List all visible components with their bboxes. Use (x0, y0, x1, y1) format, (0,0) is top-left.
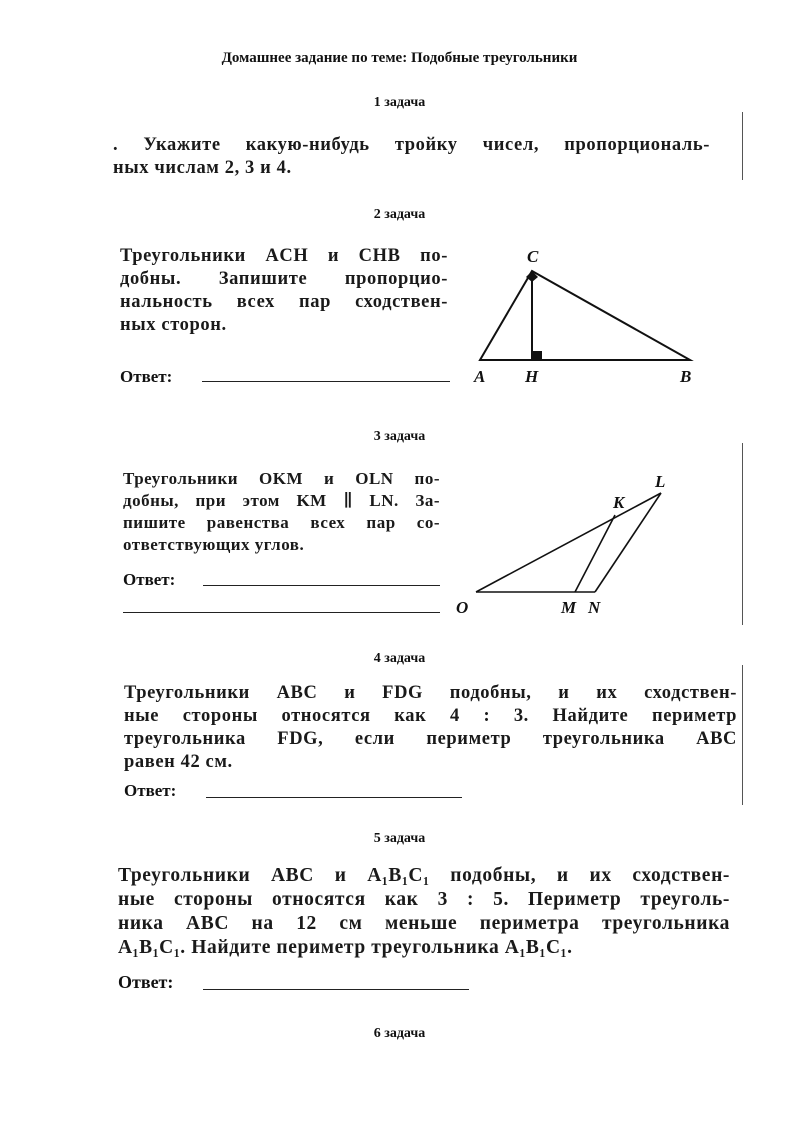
task-3-answer-line-2[interactable] (123, 612, 440, 613)
label-c: C (527, 247, 539, 266)
task-4-line-2: ные стороны относятся как 4 : 3. Найдите периметр (124, 706, 737, 726)
task-2-answer-label: Ответ: (120, 367, 173, 386)
label-a: A (474, 367, 486, 386)
task-4-line-4: равен 42 см. (124, 752, 233, 772)
side-ol (476, 493, 661, 592)
label-b: B (680, 367, 692, 386)
segment-ln (595, 493, 661, 592)
task-5-answer-label: Ответ: (118, 972, 174, 992)
task-2-header: 2 задача (373, 207, 426, 222)
task-2-figure (460, 240, 710, 410)
page-title: Домашнее задание по теме: Подобные треугольники (221, 50, 578, 66)
label-l: L (655, 472, 666, 491)
task-4-line-1: Треугольники ABC и FDG подобны, и их сходствен- (124, 683, 737, 703)
margin-line (742, 443, 743, 625)
task-2-line-3: нальность всех пар сходствен- (120, 292, 448, 312)
label-m: M (561, 598, 577, 617)
task-3-header: 3 задача (373, 429, 426, 444)
task-2-answer-line[interactable] (202, 381, 450, 382)
segment-km (575, 515, 615, 592)
task-2-line-4: ных сторон. (120, 315, 227, 335)
label-k: K (613, 493, 625, 512)
task-3-text (123, 468, 440, 556)
task-2-line-1: Треугольники ACH и CHB по- (120, 246, 448, 266)
task-6-header: 6 задача (373, 1026, 426, 1041)
task-5-header: 5 задача (373, 831, 426, 846)
label-h: H (525, 367, 539, 386)
task-4-answer-line[interactable] (206, 797, 462, 798)
task-1-line-1: . Укажите какую-нибудь тройку чисел, пропорциональ- (113, 135, 710, 155)
task-3-answer-label: Ответ: (123, 570, 176, 589)
task-5-line-3: ника ABC на 12 см меньше периметра треугольника (118, 913, 730, 934)
task-4-line-3: треугольника FDG, если периметр треугольника ABC (124, 729, 737, 749)
task-3-line-3: пишите равенства всех пар со- (123, 513, 440, 532)
task-1-text (113, 134, 710, 180)
task-5-line-2: ные стороны относятся как 3 : 5. Периметр треуголь- (118, 889, 730, 910)
task-5-answer-line[interactable] (203, 989, 469, 990)
task-5-line-4: A₁B₁C₁. Найдите периметр треугольника A₁B₁C₁. (118, 937, 573, 958)
task-2-text (120, 245, 448, 337)
task-4-header: 4 задача (373, 651, 426, 666)
task-3-answer-line[interactable] (203, 585, 440, 586)
task-3-line-2: добны, при этом KM ∥ LN. За- (123, 491, 440, 510)
task-4-answer-label: Ответ: (124, 781, 177, 800)
task-1-header: 1 задача (373, 95, 426, 110)
task-3-figure (450, 470, 680, 620)
right-angle-mark (533, 351, 542, 360)
task-3-line-1: Треугольники OKM и OLN по- (123, 469, 440, 488)
triangle-abc (480, 271, 690, 360)
task-2-line-2: добны. Запишите пропорцио- (120, 269, 448, 289)
label-n: N (588, 598, 601, 617)
task-3-line-4: ответствующих углов. (123, 535, 305, 554)
task-4-text (124, 682, 737, 774)
label-o: O (456, 598, 469, 617)
margin-line (742, 665, 743, 805)
task-5-text (118, 864, 730, 960)
task-1-line-2: ных числам 2, 3 и 4. (113, 158, 292, 178)
margin-line (742, 112, 743, 180)
task-5-line-1: Треугольники ABC и A₁B₁C₁ подобны, и их сходствен- (118, 865, 730, 886)
